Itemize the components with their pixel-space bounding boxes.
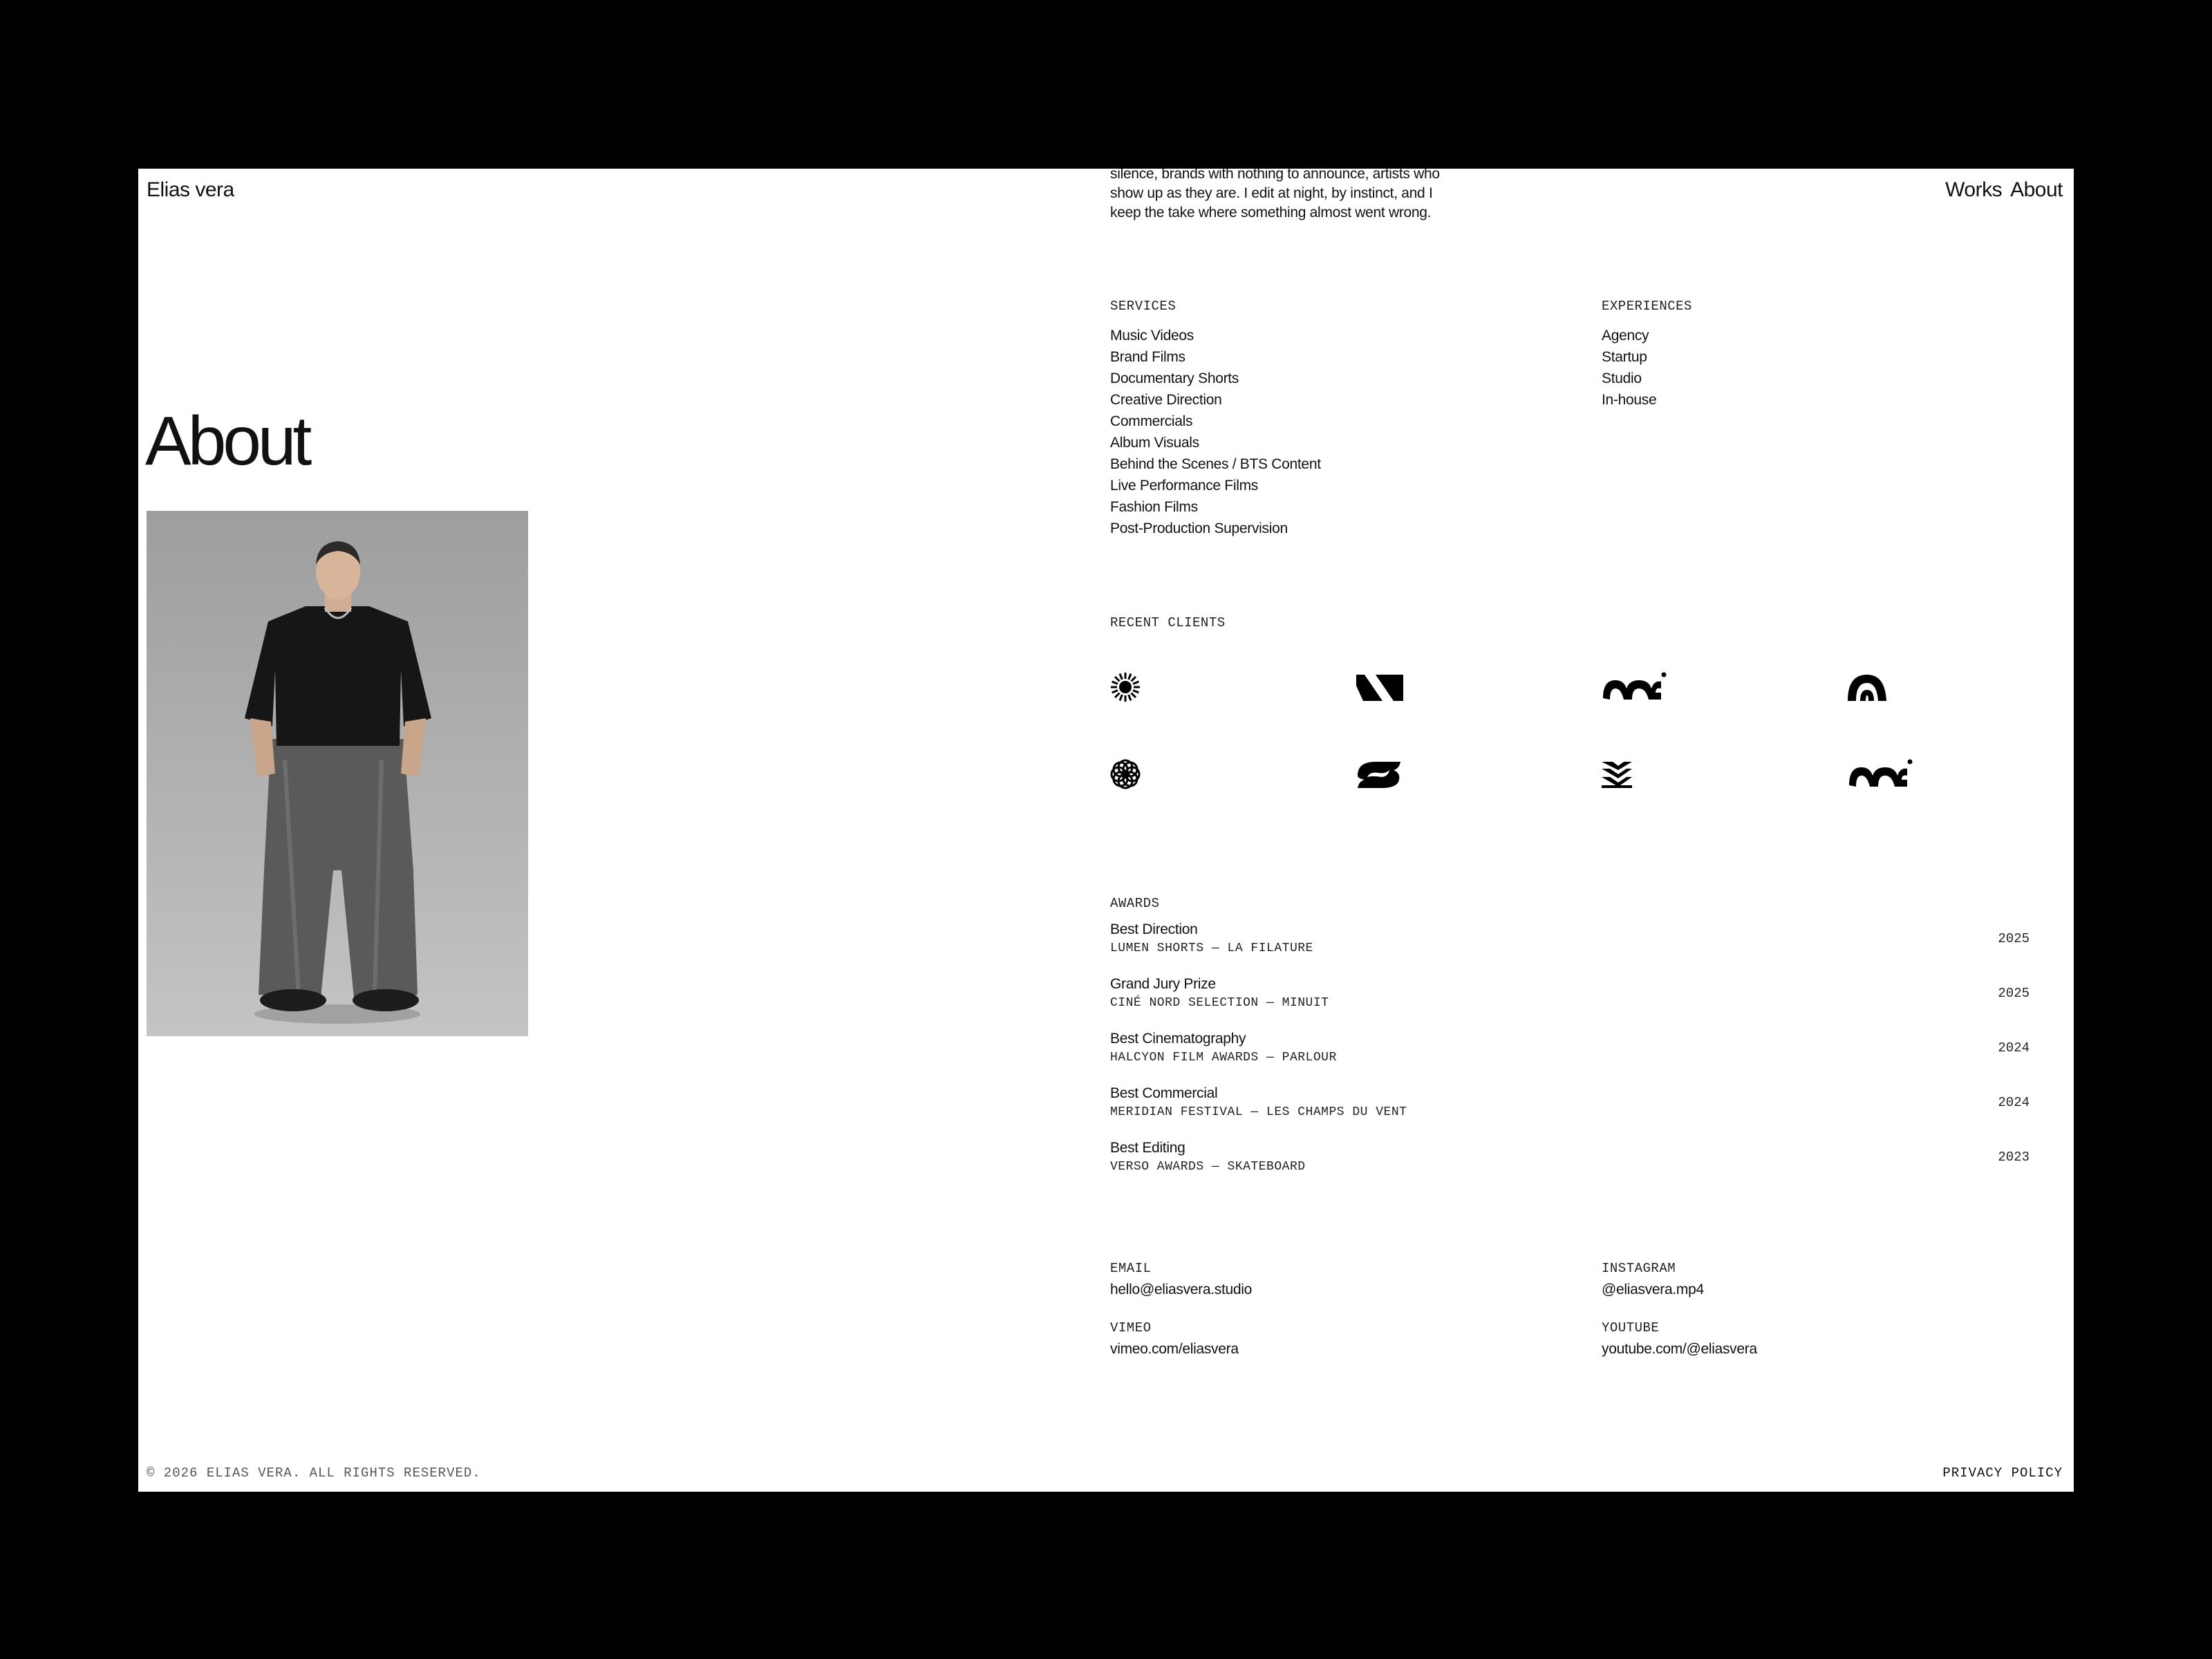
award-title: Grand Jury Prize <box>1110 976 1216 992</box>
award-title: Best Direction <box>1110 921 1198 937</box>
recent-clients-label: RECENT CLIENTS <box>1110 615 1226 630</box>
youtube-label: YOUTUBE <box>1602 1320 1660 1335</box>
list-item: Fashion Films <box>1110 499 1198 515</box>
award-item <box>1110 921 2030 975</box>
intro-line: keep the take where something almost went wrong. <box>1110 205 1432 221</box>
stripe-slash-logo-icon <box>1355 668 1424 706</box>
email-contact <box>1110 1261 1252 1298</box>
award-festival: MERIDIAN FESTIVAL — LES CHAMPS DU VENT <box>1110 1105 1407 1119</box>
nav-works-link[interactable]: Works <box>1945 178 2003 201</box>
youtube-contact <box>1602 1320 1757 1358</box>
sunburst-logo-icon <box>1110 668 1179 706</box>
award-item <box>1110 1085 2030 1139</box>
email-label: EMAIL <box>1110 1261 1152 1276</box>
flower-logo-icon <box>1110 755 1179 794</box>
list-item: Creative Direction <box>1110 392 1222 408</box>
intro-line: silence, brands with nothing to announce, artists who <box>1110 169 1440 182</box>
list-item: Studio <box>1602 371 1642 386</box>
award-festival: CINÉ NORD SELECTION — MINUIT <box>1110 996 1329 1010</box>
award-item <box>1110 1139 2030 1194</box>
arch-logo-icon <box>1846 668 1915 706</box>
brand-logo-link[interactable]: Elias vera <box>147 178 234 201</box>
list-item: Documentary Shorts <box>1110 371 1239 386</box>
services-label: SERVICES <box>1110 299 1177 314</box>
list-item: Brand Films <box>1110 349 1185 365</box>
award-title: Best Commercial <box>1110 1085 1218 1101</box>
footer-copyright: © 2026 ELIAS VERA. ALL RIGHTS RESERVED. <box>147 1465 481 1481</box>
vimeo-contact <box>1110 1320 1239 1358</box>
award-year: 2024 <box>1998 1095 2030 1110</box>
nav-about-link[interactable]: About <box>2010 178 2063 201</box>
instagram-label: INSTAGRAM <box>1602 1261 1676 1276</box>
list-item: Music Videos <box>1110 328 1194 344</box>
portrait-photo <box>147 511 528 1036</box>
experiences-section <box>1602 299 1692 411</box>
award-festival: VERSO AWARDS — SKATEBOARD <box>1110 1160 1306 1174</box>
list-item: Live Performance Films <box>1110 478 1258 494</box>
infinity-blob-logo-icon <box>1355 755 1424 794</box>
intro-text <box>1110 169 1470 223</box>
award-year: 2024 <box>1998 1040 2030 1056</box>
list-item: In-house <box>1602 392 1657 408</box>
awards-label: AWARDS <box>1110 896 1160 911</box>
award-year: 2023 <box>1998 1150 2030 1165</box>
award-year: 2025 <box>1998 986 2030 1001</box>
list-item: Startup <box>1602 349 1647 365</box>
privacy-policy-link[interactable]: PRIVACY POLICY <box>1942 1465 2063 1481</box>
award-item <box>1110 975 2030 1030</box>
list-item: Agency <box>1602 328 1649 344</box>
intro-line: show up as they are. I edit at night, by instinct, and I <box>1110 185 1433 201</box>
award-title: Best Cinematography <box>1110 1031 1246 1047</box>
award-item <box>1110 1030 2030 1085</box>
award-title: Best Editing <box>1110 1140 1185 1156</box>
awards-list <box>1110 921 2030 1194</box>
award-year: 2025 <box>1998 931 2030 946</box>
page-title: About <box>145 402 309 480</box>
portrait-figure-icon <box>147 511 528 1036</box>
wave-loop-logo-icon <box>1846 755 1915 794</box>
list-item: Behind the Scenes / BTS Content <box>1110 456 1321 472</box>
instagram-link[interactable]: @eliasvera.mp4 <box>1602 1282 1704 1297</box>
stacked-leaves-logo-icon <box>1600 755 1669 794</box>
wave-loop-logo-icon <box>1600 668 1669 706</box>
youtube-link[interactable]: youtube.com/@eliasvera <box>1602 1341 1757 1357</box>
vimeo-label: VIMEO <box>1110 1320 1152 1335</box>
experiences-label: EXPERIENCES <box>1602 299 1692 314</box>
top-nav <box>1945 178 2063 202</box>
award-festival: HALCYON FILM AWARDS — PARLOUR <box>1110 1051 1337 1065</box>
services-section <box>1110 299 1321 539</box>
page <box>138 169 2074 1492</box>
services-list <box>1110 325 1321 539</box>
list-item: Album Visuals <box>1110 435 1199 451</box>
email-link[interactable]: hello@eliasvera.studio <box>1110 1282 1252 1297</box>
list-item: Post-Production Supervision <box>1110 521 1288 536</box>
award-festival: LUMEN SHORTS — LA FILATURE <box>1110 941 1313 955</box>
vimeo-link[interactable]: vimeo.com/eliasvera <box>1110 1341 1239 1357</box>
experiences-list <box>1602 325 1692 411</box>
instagram-contact <box>1602 1261 1704 1298</box>
list-item: Commercials <box>1110 413 1193 429</box>
